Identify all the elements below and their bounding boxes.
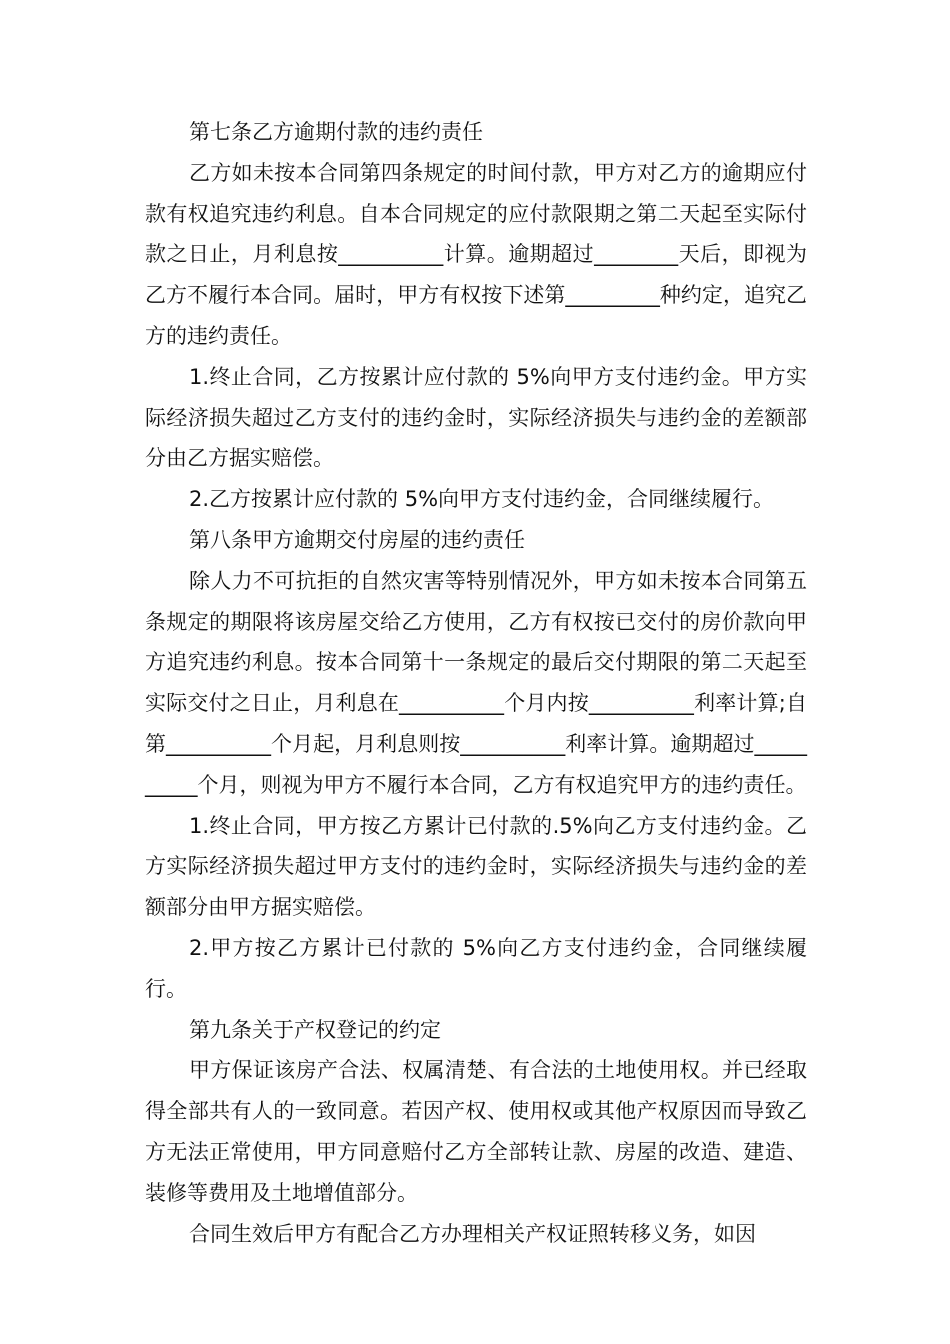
article-8-item-1: 1.终止合同，甲方按乙方累计已付款的.5%向乙方支付违约金。乙方实际经济损失超过甲方支付的违约金时，实际经济损失与违约金的差额部分由甲方据实赔偿。 — [145, 813, 807, 920]
article-7-item-1: 1.终止合同，乙方按累计应付款的 5%向甲方支付违约金。甲方实际经济损失超过乙方支付的违约金时，实际经济损失与违约金的差额部分由乙方据实赔偿。 — [145, 364, 807, 471]
article-9-paragraph-continued: 合同生效后甲方有配合乙方办理相关产权证照转移义务，如因 — [189, 1221, 756, 1246]
article-7-heading: 第七条乙方逾期付款的违约责任 — [189, 120, 483, 144]
article-9-paragraph: 甲方保证该房产合法、权属清楚、有合法的土地使用权。并已经取得全部共有人的一致同意。若因产权、使用权或其他产权原因而导致乙方无法正常使用，甲方同意赔付乙方全部转让款、房屋的改造、建造、装修等费用及土地增值部分。 — [145, 1058, 807, 1205]
document-body — [145, 112, 807, 1254]
article-8-paragraph: 除人力不可抗拒的自然灾害等特别情况外，甲方如未按本合同第五条规定的期限将该房屋交给乙方使用，乙方有权按已交付的房价款向甲方追究违约利息。按本合同第十一条规定的最后交付期限的第二天起至实际交付之日止，月利息在__________个月内按__________利率计算;自第__________个月起，月利息则按__________利率计算。逾期超过__________个月，则视为甲方不履行本合同，乙方有权追究甲方的违约责任。 — [145, 568, 807, 797]
article-7-paragraph: 乙方如未按本合同第四条规定的时间付款，甲方对乙方的逾期应付款有权追究违约利息。自本合同规定的应付款限期之第二天起至实际付款之日止，月利息按__________计算。逾期超过________天后，即视为乙方不履行本合同。届时，甲方有权按下述第_________种约定，追究乙方的违约责任。 — [145, 160, 807, 348]
article-8-item-2: 2.甲方按乙方累计已付款的 5%向乙方支付违约金，合同继续履行。 — [145, 935, 807, 1001]
article-9-heading: 第九条关于产权登记的约定 — [189, 1017, 441, 1042]
article-7-item-2: 2.乙方按累计应付款的 5%向甲方支付违约金，合同继续履行。 — [189, 487, 775, 512]
article-8-heading: 第八条甲方逾期交付房屋的违约责任 — [189, 527, 525, 552]
